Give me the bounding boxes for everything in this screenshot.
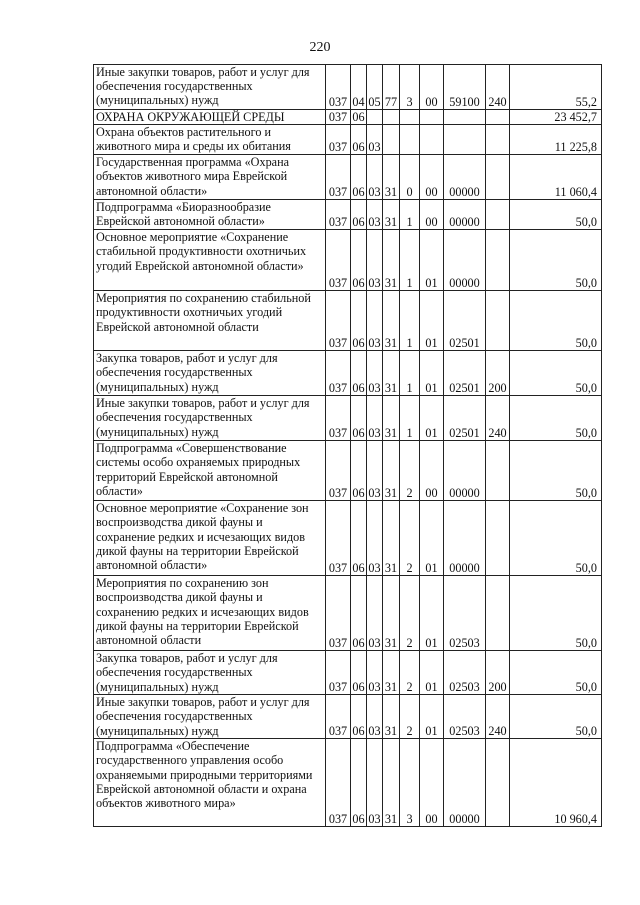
section-code: 06 [351, 651, 367, 695]
amount-value: 50,0 [510, 651, 602, 695]
table-row [94, 651, 602, 695]
row-name: Государственная программа «Охрана объектов животного мира Еврейской автономной области» [94, 155, 326, 200]
expense-type-code [486, 501, 510, 576]
amount-value: 50,0 [510, 695, 602, 739]
amount-value: 11 060,4 [510, 155, 602, 200]
section-code: 06 [351, 351, 367, 396]
expense-type-code [486, 739, 510, 827]
section-code: 06 [351, 501, 367, 576]
subsection-code: 05 [367, 65, 383, 110]
row-name: Охрана объектов растительного и животного мира и среды их обитания [94, 125, 326, 155]
section-code: 06 [351, 695, 367, 739]
direction-code: 00000 [444, 155, 486, 200]
row-name: Иные закупки товаров, работ и услуг для обеспечения государственных (муниципальных) нужд [94, 396, 326, 441]
row-name: Подпрограмма «Биоразнообразие Еврейской автономной области» [94, 200, 326, 230]
event-code [420, 125, 444, 155]
event-code: 01 [420, 501, 444, 576]
budget-table [93, 64, 602, 827]
subprogram-code: 2 [400, 501, 420, 576]
subsection-code: 03 [367, 351, 383, 396]
row-name: Подпрограмма «Совершенствование системы особо охраняемых природных территорий Еврейской автономной области» [94, 441, 326, 501]
section-code: 06 [351, 155, 367, 200]
amount-value: 50,0 [510, 441, 602, 501]
event-code: 01 [420, 576, 444, 651]
subprogram-code: 3 [400, 65, 420, 110]
expense-type-code: 240 [486, 396, 510, 441]
row-name: Основное мероприятие «Сохранение стабильной продуктивности охотничьих угодий Еврейской автономной области» [94, 230, 326, 291]
glava-code: 037 [326, 230, 351, 291]
amount-value: 11 225,8 [510, 125, 602, 155]
table-row [94, 125, 602, 155]
subsection-code: 03 [367, 441, 383, 501]
glava-code: 037 [326, 200, 351, 230]
direction-code [444, 125, 486, 155]
subsection-code: 03 [367, 695, 383, 739]
row-name: Закупка товаров, работ и услуг для обеспечения государственных (муниципальных) нужд [94, 351, 326, 396]
direction-code: 02503 [444, 576, 486, 651]
program-code: 31 [383, 501, 400, 576]
subsection-code: 03 [367, 230, 383, 291]
amount-value: 55,2 [510, 65, 602, 110]
glava-code: 037 [326, 110, 351, 125]
subprogram-code: 1 [400, 291, 420, 351]
program-code: 31 [383, 291, 400, 351]
expense-type-code [486, 155, 510, 200]
event-code: 00 [420, 200, 444, 230]
event-code: 01 [420, 396, 444, 441]
table-row [94, 65, 602, 110]
table-row [94, 200, 602, 230]
expense-type-code [486, 291, 510, 351]
subprogram-code: 1 [400, 396, 420, 441]
event-code: 01 [420, 291, 444, 351]
amount-value: 50,0 [510, 396, 602, 441]
program-code: 31 [383, 651, 400, 695]
expense-type-code [486, 125, 510, 155]
subsection-code: 03 [367, 501, 383, 576]
program-code: 31 [383, 200, 400, 230]
row-name: Иные закупки товаров, работ и услуг для обеспечения государственных (муниципальных) нужд [94, 65, 326, 110]
table-row [94, 695, 602, 739]
subsection-code [367, 110, 383, 125]
direction-code: 00000 [444, 200, 486, 230]
subsection-code: 03 [367, 651, 383, 695]
glava-code: 037 [326, 651, 351, 695]
program-code: 31 [383, 396, 400, 441]
expense-type-code [486, 576, 510, 651]
event-code: 01 [420, 230, 444, 291]
subsection-code: 03 [367, 200, 383, 230]
expense-type-code [486, 110, 510, 125]
subsection-code: 03 [367, 576, 383, 651]
section-code: 04 [351, 65, 367, 110]
program-code [383, 110, 400, 125]
amount-value: 50,0 [510, 576, 602, 651]
table-row [94, 441, 602, 501]
glava-code: 037 [326, 155, 351, 200]
subprogram-code: 2 [400, 695, 420, 739]
glava-code: 037 [326, 65, 351, 110]
table-row [94, 110, 602, 125]
expense-type-code [486, 441, 510, 501]
row-name: Основное мероприятие «Сохранение зон воспроизводства дикой фауны и сохранение редких и исчезающих видов дикой фауны на территории Еврейской автономной области» [94, 501, 326, 576]
direction-code: 02503 [444, 695, 486, 739]
subsection-code: 03 [367, 396, 383, 441]
subprogram-code: 1 [400, 230, 420, 291]
row-name: Мероприятия по сохранению зон воспроизводства дикой фауны и сохранению редких и исчезающих видов дикой фауны на территории Еврейской автономной области [94, 576, 326, 651]
section-code: 06 [352, 110, 365, 124]
table-row [94, 230, 602, 291]
glava-code: 037 [326, 501, 351, 576]
row-name: Мероприятия по сохранению стабильной продуктивности охотничьих угодий Еврейской автономной области [94, 291, 326, 351]
expense-type-code [486, 200, 510, 230]
program-code: 31 [383, 351, 400, 396]
subsection-code: 03 [367, 155, 383, 200]
amount-value: 50,0 [510, 351, 602, 396]
subsection-code: 03 [367, 291, 383, 351]
event-code: 00 [420, 739, 444, 827]
glava-code: 037 [326, 125, 351, 155]
section-code: 06 [351, 396, 367, 441]
event-code [420, 110, 444, 125]
subprogram-code: 2 [400, 651, 420, 695]
subsection-code: 03 [367, 739, 383, 827]
program-code: 77 [383, 65, 400, 110]
event-code: 01 [420, 651, 444, 695]
direction-code: 02503 [444, 651, 486, 695]
subprogram-code: 2 [400, 576, 420, 651]
expense-type-code: 240 [486, 695, 510, 739]
table-row [94, 739, 602, 827]
event-code: 01 [420, 695, 444, 739]
subprogram-code: 1 [400, 200, 420, 230]
section-code: 06 [351, 200, 367, 230]
glava-code: 037 [326, 739, 351, 827]
direction-code: 02501 [444, 396, 486, 441]
program-code: 31 [383, 155, 400, 200]
amount-value: 50,0 [510, 291, 602, 351]
row-name: Иные закупки товаров, работ и услуг для обеспечения государственных (муниципальных) нужд [94, 695, 326, 739]
table-row [94, 291, 602, 351]
event-code: 00 [420, 155, 444, 200]
table-row [94, 155, 602, 200]
amount-value: 50,0 [510, 230, 602, 291]
expense-type-code: 200 [486, 351, 510, 396]
expense-type-code: 240 [486, 65, 510, 110]
subprogram-code: 0 [400, 155, 420, 200]
amount-value: 50,0 [510, 501, 602, 576]
section-code: 06 [351, 230, 367, 291]
table-row [94, 576, 602, 651]
direction-code [444, 110, 486, 125]
glava-code: 037 [326, 441, 351, 501]
table-row [94, 351, 602, 396]
program-code [383, 125, 400, 155]
direction-code: 00000 [444, 230, 486, 291]
program-code: 31 [383, 739, 400, 827]
direction-code: 00000 [444, 441, 486, 501]
subprogram-code [400, 110, 420, 125]
section-code: 06 [351, 125, 367, 155]
table-row [94, 396, 602, 441]
expense-type-code [486, 230, 510, 291]
program-code: 31 [383, 441, 400, 501]
glava-code: 037 [326, 351, 351, 396]
subprogram-code [400, 125, 420, 155]
program-code: 31 [383, 576, 400, 651]
glava-code: 037 [326, 695, 351, 739]
amount-value: 10 960,4 [510, 739, 602, 827]
event-code: 00 [420, 65, 444, 110]
subprogram-code: 2 [400, 441, 420, 501]
row-name: Подпрограмма «Обеспечение государственного управления особо охраняемыми природными территориями Еврейской автономной области и охрана объектов животного мира» [94, 739, 326, 827]
subprogram-code: 3 [400, 739, 420, 827]
row-name: ОХРАНА ОКРУЖАЮЩЕЙ СРЕДЫ [94, 110, 326, 125]
glava-code: 037 [326, 576, 351, 651]
section-code: 06 [351, 441, 367, 501]
subprogram-code: 1 [400, 351, 420, 396]
amount-value: 50,0 [510, 200, 602, 230]
table-row [94, 501, 602, 576]
direction-code: 02501 [444, 351, 486, 396]
section-code: 06 [351, 739, 367, 827]
section-code: 06 [351, 291, 367, 351]
direction-code: 00000 [444, 739, 486, 827]
table-body [94, 65, 602, 827]
direction-code: 00000 [444, 501, 486, 576]
glava-code: 037 [326, 396, 351, 441]
direction-code: 02501 [444, 291, 486, 351]
glava-code: 037 [326, 291, 351, 351]
program-code: 31 [383, 230, 400, 291]
event-code: 01 [420, 351, 444, 396]
expense-type-code: 200 [486, 651, 510, 695]
subsection-code: 03 [367, 125, 383, 155]
program-code: 31 [383, 695, 400, 739]
direction-code: 59100 [444, 65, 486, 110]
row-name: Закупка товаров, работ и услуг для обеспечения государственных (муниципальных) нужд [94, 651, 326, 695]
amount-value: 23 452,7 [510, 110, 602, 125]
event-code: 00 [420, 441, 444, 501]
page-number: 220 [309, 40, 331, 55]
section-code: 06 [351, 576, 367, 651]
